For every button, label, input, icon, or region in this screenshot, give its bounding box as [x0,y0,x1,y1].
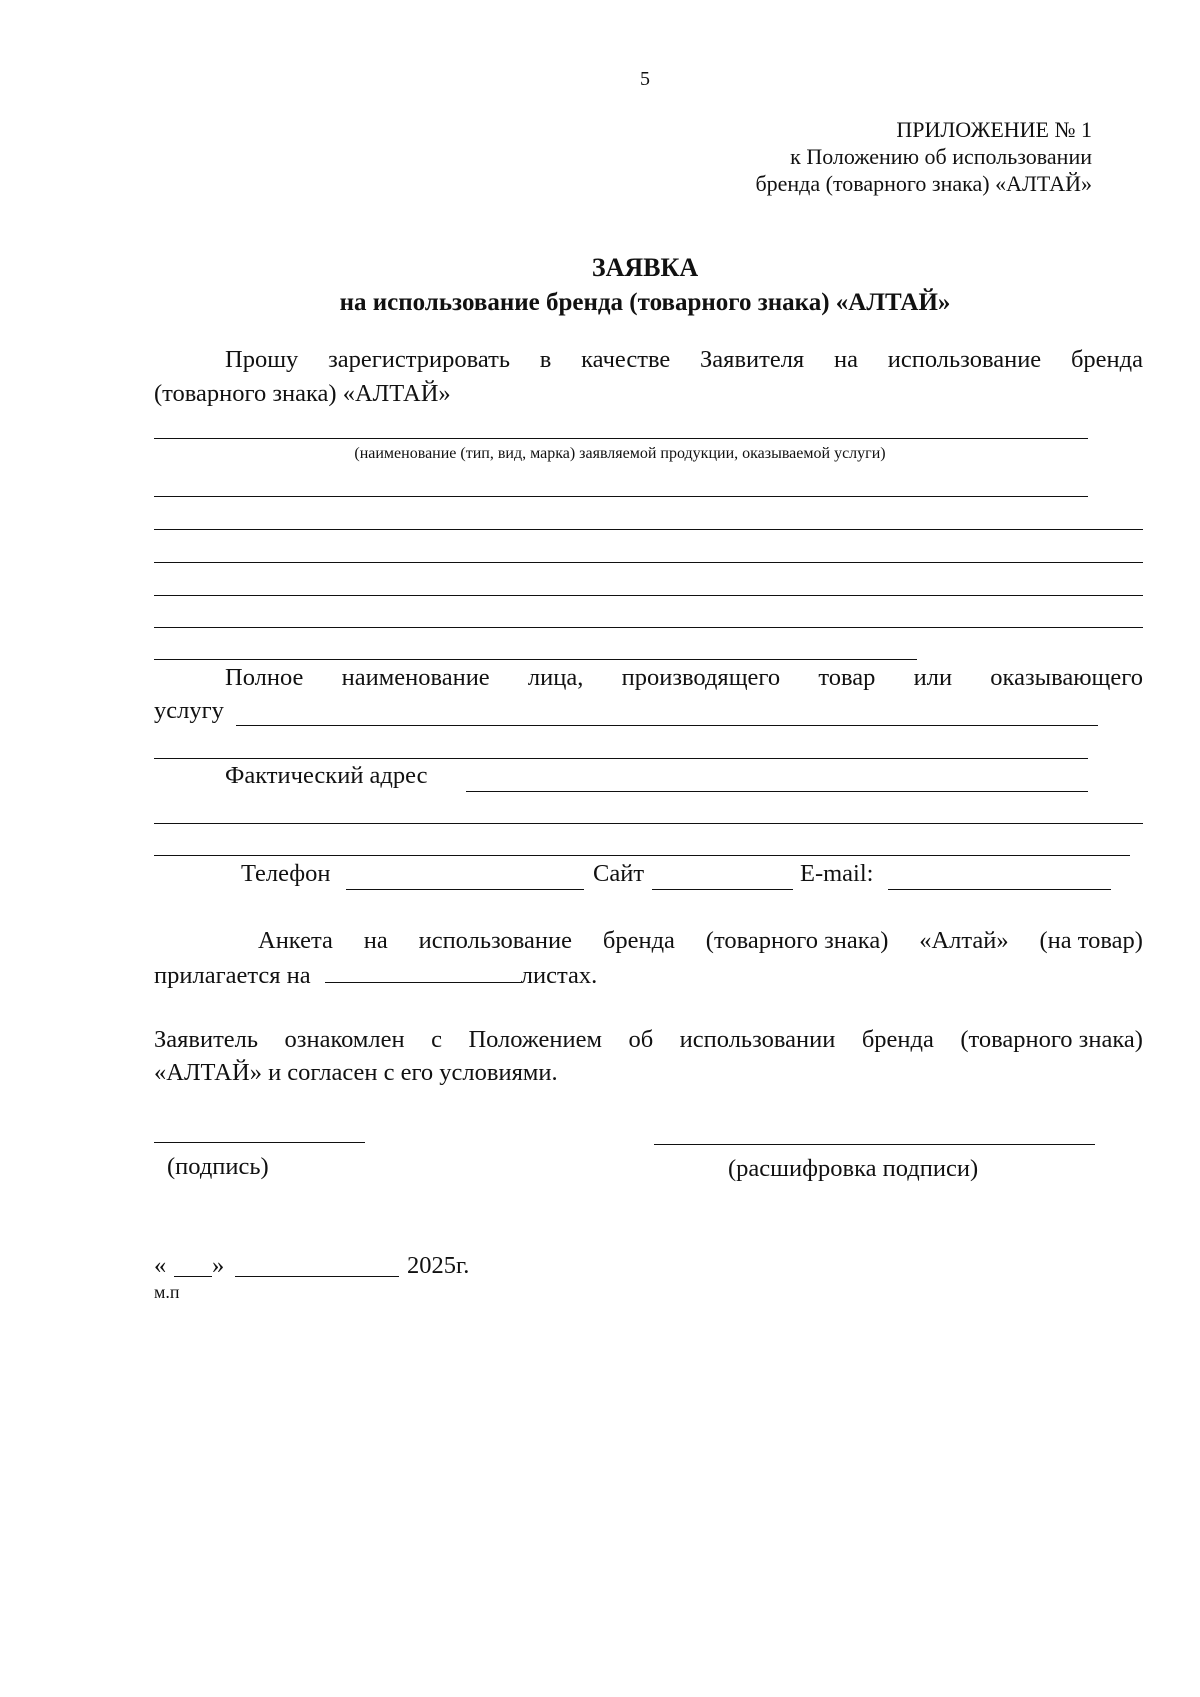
document-title: ЗАЯВКА [591,253,699,282]
anketa-text-line-2 [154,960,597,990]
product-name-field-line[interactable] [154,438,1088,439]
agreement-word: Положением [468,1026,603,1053]
address-field-line[interactable] [154,823,1143,824]
request-word: в [539,346,552,373]
date-day-field[interactable] [174,1276,212,1277]
request-word: зарегистрировать [328,346,511,373]
date-year: 2025г. [407,1252,470,1279]
date-open-quote: « [154,1252,167,1279]
sheets-count-field[interactable] [325,960,521,983]
fullname-word: оказывающего [990,664,1143,691]
anketa-text-line-1 [258,927,1143,955]
fullname-word: или [913,664,953,691]
address-field-line[interactable] [466,791,1088,792]
product-name-field-line[interactable] [154,659,917,660]
agreement-word: с [431,1026,442,1053]
fullname-label: услугу [154,697,224,724]
request-text-line-2: (товарного знака) «АЛТАЙ» [154,380,451,407]
request-text-line-1 [225,346,1143,374]
agreement-text-line-1 [154,1026,1143,1054]
phone-label: Телефон [241,860,331,887]
fullname-field-line[interactable] [236,725,1098,726]
anketa-word: «Алтай» [919,927,1009,954]
page-number: 5 [640,68,650,90]
agreement-word: бренда [861,1026,934,1053]
fullname-word: товар [818,664,876,691]
fullname-field-line[interactable] [154,758,1088,759]
product-name-field-line[interactable] [154,529,1143,530]
fullname-word: наименование [341,664,490,691]
email-label: E-mail: [800,860,874,887]
agreement-word: об [628,1026,654,1053]
product-name-field-line[interactable] [154,595,1143,596]
anketa-suffix: листах. [520,962,598,989]
agreement-word: (товарного знака) [960,1026,1143,1053]
anketa-word: (на товар) [1039,927,1143,954]
anketa-word: на [363,927,388,954]
signature-caption: (подпись) [167,1153,269,1180]
product-name-field-line[interactable] [154,627,1143,628]
site-label: Сайт [593,860,645,887]
phone-field[interactable] [346,889,584,890]
appendix-brand: бренда (товарного знака) «АЛТАЙ» [755,171,1092,196]
appendix-title: ПРИЛОЖЕНИЕ № 1 [896,117,1092,142]
agreement-text-line-2: «АЛТАЙ» и согласен с его условиями. [154,1059,558,1086]
address-field-line[interactable] [154,855,1130,856]
product-name-caption: (наименование (тип, вид, марка) заявляемой продукции, оказываемой услуги) [354,445,886,462]
anketa-word: бренда [602,927,675,954]
anketa-word: использование [418,927,573,954]
request-word: Прошу [225,346,299,373]
fullname-word: производящего [621,664,781,691]
address-label: Фактический адрес [225,762,428,789]
appendix-reference: к Положению об использовании [790,144,1092,169]
request-word: Заявителя [700,346,805,373]
appendix-header [755,116,1092,197]
document-subtitle: на использование бренда (товарного знака) «АЛТАЙ» [339,289,951,316]
fullname-word: Полное [225,664,304,691]
agreement-word: Заявитель [154,1026,259,1053]
date-month-field[interactable] [235,1276,399,1277]
product-name-field-line[interactable] [154,496,1088,497]
agreement-word: использовании [679,1026,836,1053]
agreement-word: ознакомлен [284,1026,405,1053]
site-field[interactable] [652,889,793,890]
date-close-quote: » [212,1252,225,1279]
anketa-prefix: прилагается на [154,962,311,989]
email-field[interactable] [888,889,1111,890]
request-word: на [833,346,858,373]
stamp-placeholder: м.п [154,1282,180,1302]
fullname-text-line-1 [225,664,1143,692]
anketa-word: (товарного знака) [705,927,889,954]
product-name-field-line[interactable] [154,562,1143,563]
anketa-word: Анкета [258,927,333,954]
request-word: бренда [1070,346,1143,373]
fullname-word: лица, [527,664,584,691]
signature-field[interactable] [154,1142,365,1143]
request-word: использование [887,346,1042,373]
request-word: качестве [581,346,671,373]
signature-decode-field[interactable] [654,1144,1095,1145]
signature-decode-caption: (расшифровка подписи) [728,1155,979,1182]
